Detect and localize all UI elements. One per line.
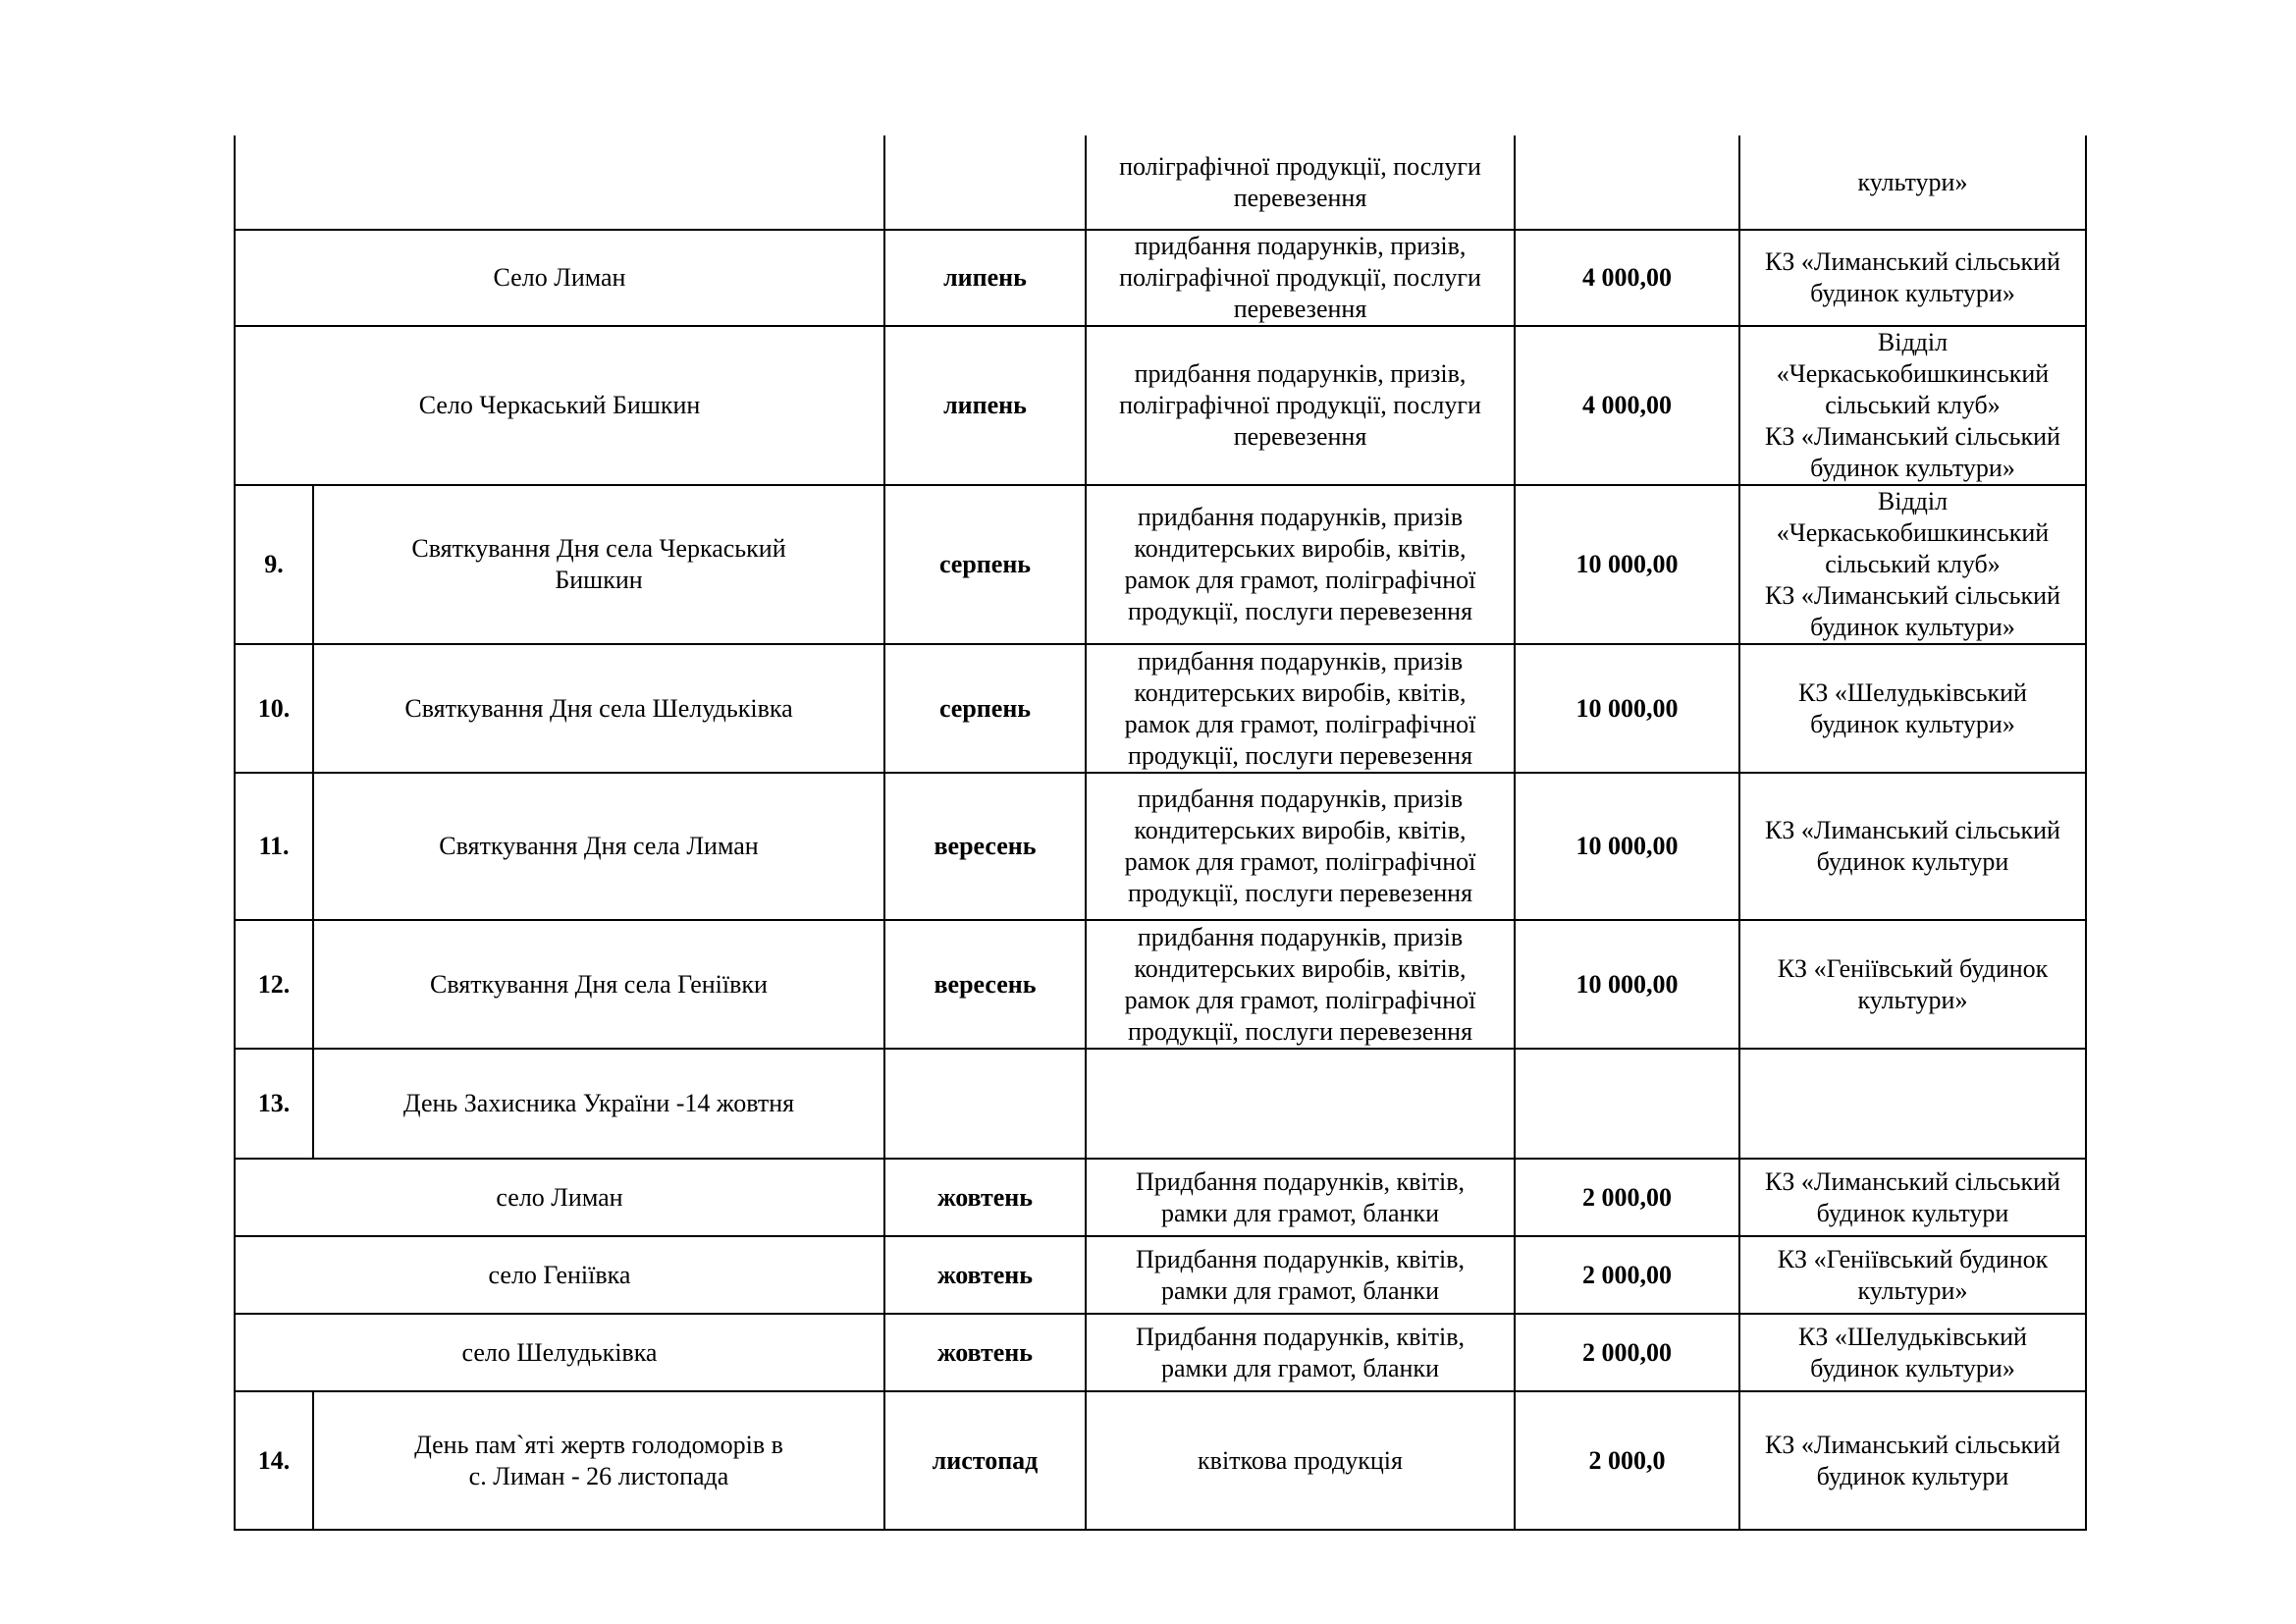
text-line: Відділ [1877,487,1949,515]
text-line: КЗ «Лиманський сільський [1765,422,2060,451]
expense-description [1086,1236,1515,1314]
event-subitem: село Геніївка [235,1236,884,1314]
text-line: КЗ «Геніївський будинок [1777,953,2049,983]
text-line: КЗ «Лиманський сільський [1765,816,2060,844]
event-name [313,1391,884,1530]
responsible-org [1739,1314,2086,1391]
text-line: КЗ «Шелудьківський [1798,677,2027,707]
expense-description [1086,1049,1515,1159]
text-line: кондитерських виробів, квітів, [1134,677,1467,707]
text-line: продукції, послуги перевезення [1127,1016,1473,1046]
responsible-org [1739,644,2086,773]
text-line: будинок культури [1816,1198,2009,1227]
responsible-org [1739,1049,2086,1159]
text-line: сільський клуб» [1825,391,2001,419]
amount-value: 2 000,00 [1515,1159,1739,1236]
text-line: будинок культури» [1810,279,2015,307]
table-row [235,135,2086,230]
budget-table [234,135,2087,1531]
amount-value: 2 000,00 [1515,1236,1739,1314]
text-line: Бишкин [555,566,643,594]
responsible-org [1739,1159,2086,1236]
text-line: Святкування Дня села Шелудьківка [404,693,793,723]
text-line: перевезення [1233,422,1367,451]
table-row [235,920,2086,1049]
amount-value [1515,135,1739,230]
text-line: придбання подарунків, призів, [1134,232,1467,260]
table-row [235,1391,2086,1530]
row-number: 12. [235,920,313,1049]
table-row [235,326,2086,485]
table-row [235,773,2086,920]
text-line: продукції, послуги перевезення [1127,740,1473,770]
text-line: Придбання подарунків, квітів, [1135,1322,1466,1351]
text-line: перевезення [1233,295,1367,323]
event-subitem: село Лиман [235,1159,884,1236]
text-line: КЗ «Лиманський сільський [1765,581,2060,610]
text-line: будинок культури» [1810,613,2015,641]
table-row [235,1236,2086,1314]
event-name [313,644,884,773]
text-line: рамки для грамот, бланки [1161,1275,1439,1305]
row-number: 10. [235,644,313,773]
event-name [313,1049,884,1159]
text-line: кондитерських виробів, квітів, [1134,953,1467,983]
expense-description [1086,326,1515,485]
text-line: поліграфічної продукції, послуги [1119,151,1481,181]
text-line: будинок культури [1816,1461,2009,1490]
text-line: поліграфічної продукції, послуги [1119,391,1481,419]
text-line: культури» [1857,1275,1968,1305]
table-row [235,1049,2086,1159]
text-line: рамки для грамот, бланки [1161,1198,1439,1227]
text-line: придбання подарунків, призів [1137,646,1464,676]
text-line: рамок для грамот, поліграфічної [1124,709,1476,738]
text-line: КЗ «Шелудьківський [1798,1322,2027,1351]
text-line: придбання подарунків, призів, [1134,359,1467,388]
text-line: поліграфічної продукції, послуги [1119,263,1481,292]
text-line: КЗ «Лиманський сільський [1765,247,2060,276]
row-number: 9. [235,485,313,644]
responsible-org [1739,1236,2086,1314]
text-line: рамок для грамот, поліграфічної [1124,985,1476,1014]
text-line: кондитерських виробів, квітів, [1134,816,1467,844]
text-line: «Черкаськобишкинський [1776,359,2050,388]
text-line: Святкування Дня села Черкаський [411,534,786,563]
event-month: листопад [884,1391,1086,1530]
table-row [235,1159,2086,1236]
event-month: вересень [884,773,1086,920]
text-line: Придбання подарунків, квітів, [1135,1244,1466,1273]
row-number: 11. [235,773,313,920]
event-subitem: село Шелудьківка [235,1314,884,1391]
event-name [313,920,884,1049]
event-month: липень [884,326,1086,485]
amount-value: 10 000,00 [1515,920,1739,1049]
table-body [235,135,2086,1530]
expense-description [1086,1159,1515,1236]
text-line: КЗ «Лиманський сільський [1765,1430,2060,1459]
text-line: Відділ [1877,328,1949,356]
event-name [313,485,884,644]
text-line: придбання подарунків, призів [1137,922,1464,951]
text-line: продукції, послуги перевезення [1127,597,1473,625]
event-name [313,773,884,920]
text-line: рамки для грамот, бланки [1161,1353,1439,1382]
text-line: День Захисника України -14 жовтня [402,1089,795,1117]
text-line: Придбання подарунків, квітів, [1135,1166,1466,1196]
table-row [235,230,2086,326]
text-line: культури» [1857,167,1968,196]
event-month: вересень [884,920,1086,1049]
responsible-org [1739,230,2086,326]
expense-description [1086,1314,1515,1391]
amount-value: 10 000,00 [1515,644,1739,773]
responsible-org [1739,773,2086,920]
amount-value: 10 000,00 [1515,773,1739,920]
row-number: 13. [235,1049,313,1159]
text-line: КЗ «Геніївський будинок [1777,1244,2049,1273]
event-month: жовтень [884,1314,1086,1391]
responsible-org [1739,485,2086,644]
expense-description [1086,1391,1515,1530]
text-line: «Черкаськобишкинський [1776,518,2050,547]
expense-description [1086,135,1515,230]
table-row [235,485,2086,644]
text-line: с. Лиман - 26 листопада [468,1461,729,1490]
event-month: жовтень [884,1236,1086,1314]
event-subitem [235,135,884,230]
responsible-org [1739,1391,2086,1530]
amount-value: 4 000,00 [1515,326,1739,485]
event-month [884,135,1086,230]
event-month [884,1049,1086,1159]
text-line: квіткова продукція [1198,1445,1403,1475]
text-line: Святкування Дня села Геніївки [430,969,768,999]
text-line: День пам`яті жертв голодоморів в [414,1430,783,1459]
text-line: придбання подарунків, призів [1137,785,1464,813]
expense-description [1086,920,1515,1049]
event-month: серпень [884,644,1086,773]
text-line: КЗ «Лиманський сільський [1765,1166,2060,1196]
expense-description [1086,644,1515,773]
responsible-org [1739,326,2086,485]
amount-value: 10 000,00 [1515,485,1739,644]
event-subitem: Село Лиман [235,230,884,326]
expense-description [1086,485,1515,644]
event-month: серпень [884,485,1086,644]
expense-description [1086,230,1515,326]
responsible-org [1739,135,2086,230]
amount-value: 4 000,00 [1515,230,1739,326]
text-line: будинок культури» [1810,454,2015,482]
event-subitem: Село Черкаський Бишкин [235,326,884,485]
text-line: продукції, послуги перевезення [1127,879,1473,907]
text-line: придбання подарунків, призів [1137,503,1464,531]
amount-value: 2 000,00 [1515,1314,1739,1391]
row-number: 14. [235,1391,313,1530]
amount-value [1515,1049,1739,1159]
text-line: будинок культури» [1810,709,2015,738]
text-line: рамок для грамот, поліграфічної [1124,566,1476,594]
text-line: будинок культури» [1810,1353,2015,1382]
text-line: кондитерських виробів, квітів, [1134,534,1467,563]
table-row [235,1314,2086,1391]
event-month: жовтень [884,1159,1086,1236]
table-row [235,644,2086,773]
event-month: липень [884,230,1086,326]
expense-description [1086,773,1515,920]
text-line: Святкування Дня села Лиман [439,832,759,860]
responsible-org [1739,920,2086,1049]
amount-value: 2 000,0 [1515,1391,1739,1530]
text-line: рамок для грамот, поліграфічної [1124,847,1476,876]
text-line: культури» [1857,985,1968,1014]
text-line: перевезення [1233,183,1367,212]
text-line: будинок культури [1816,847,2009,876]
text-line: сільський клуб» [1825,550,2001,578]
